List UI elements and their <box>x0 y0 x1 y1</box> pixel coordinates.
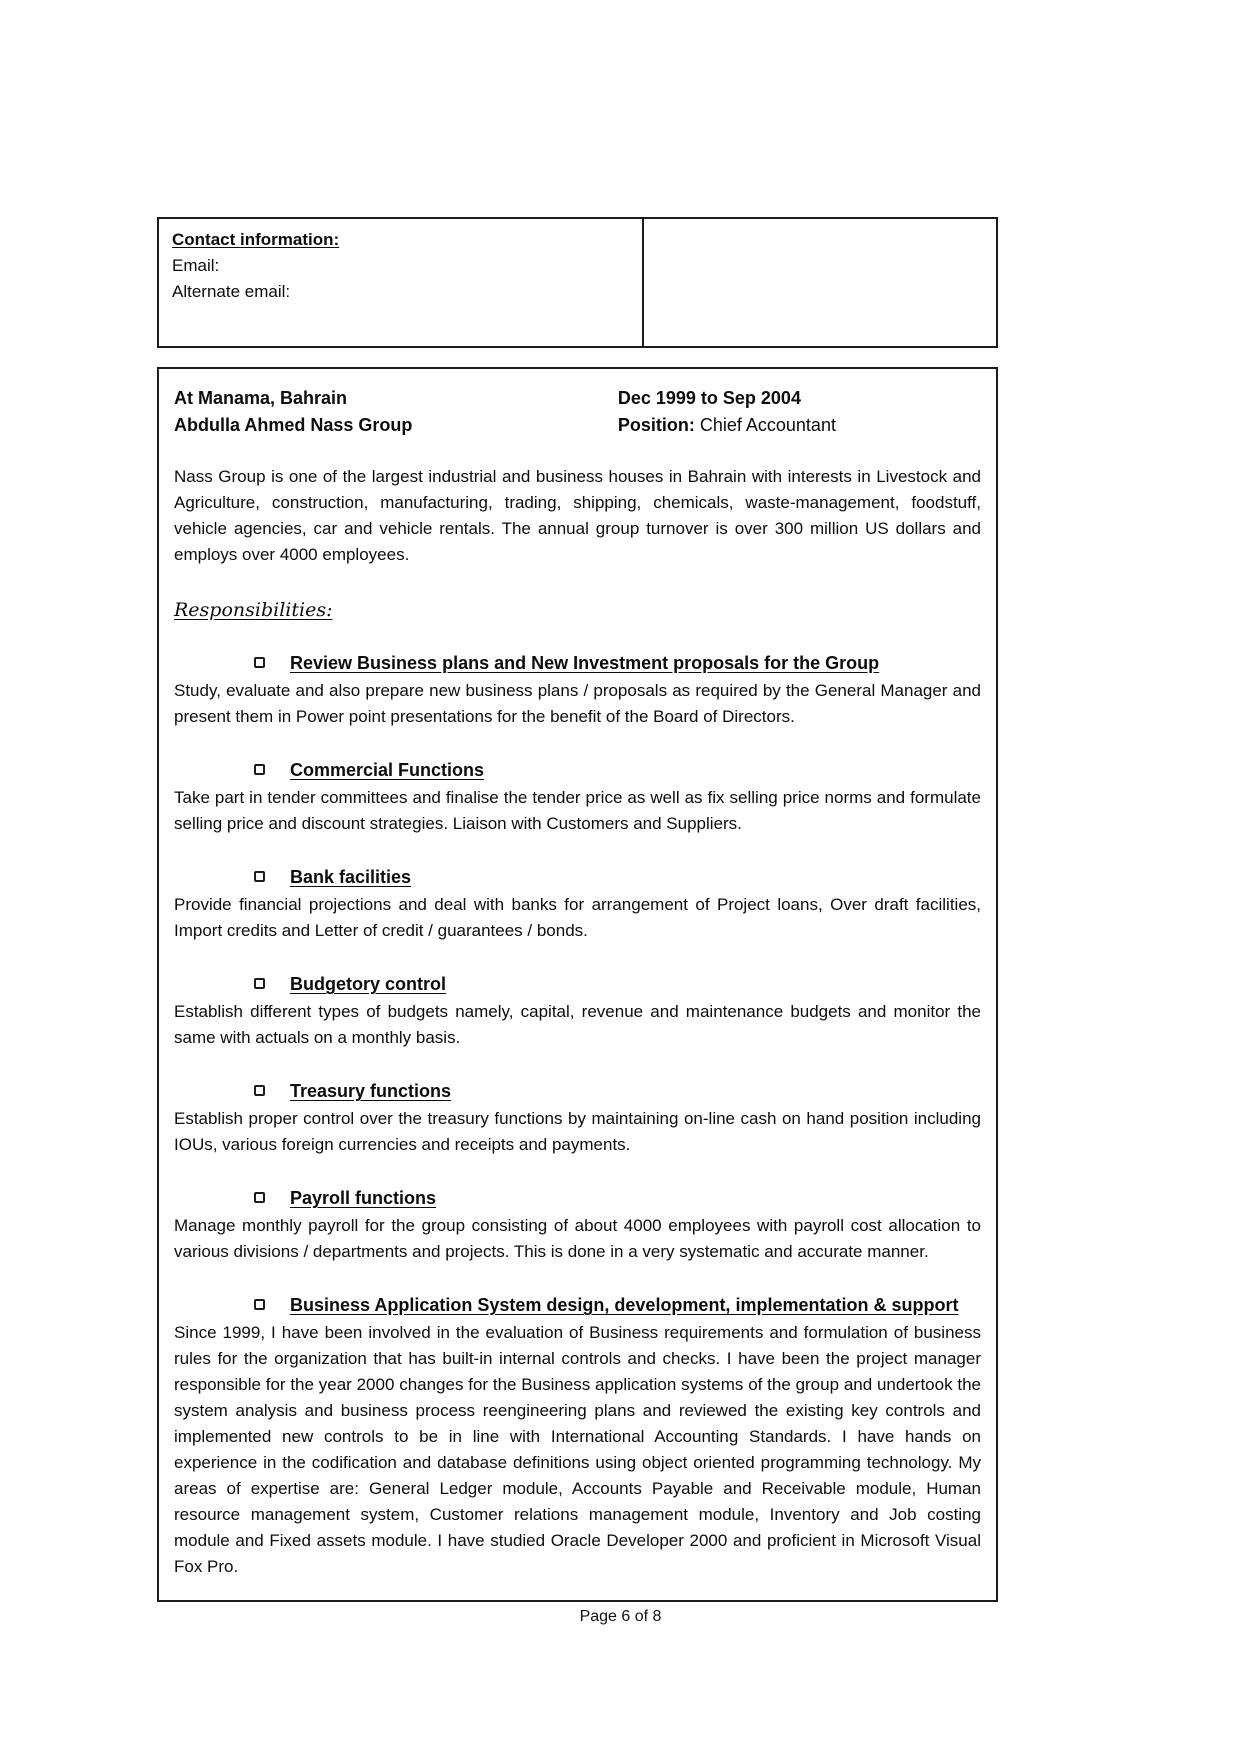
job-header <box>174 385 981 439</box>
responsibility-section <box>174 757 981 837</box>
section-heading-row <box>254 757 981 784</box>
section-body: Manage monthly payroll for the group consisting of about 4000 employees with payroll cost allocation to various divisions / departments and projects. This is done in a very systematic and accurate manner. <box>174 1216 981 1261</box>
contact-info-cell <box>159 219 644 346</box>
responsibility-section <box>174 864 981 944</box>
section-heading: Budgetory control <box>290 974 446 994</box>
section-heading: Bank facilities <box>290 867 412 887</box>
square-bullet-icon <box>254 978 265 989</box>
job-company: Abdulla Ahmed Nass Group <box>174 415 413 435</box>
section-heading-row <box>254 1078 981 1105</box>
section-body: Since 1999, I have been involved in the evaluation of Business requirements and formulation of business rules for the organization that has built-in internal controls and checks. I have been the project manager responsible for the year 2000 changes for the Business application systems of the group and undertook the system analysis and business process reengineering plans and reviewed the existing key controls and implemented new controls to be in line with International Accounting Standards. I have hands on experience in the codification and database definitions using object oriented programming technology. My areas of expertise are: General Ledger module, Accounts Payable and Receivable module, Human resource management system, Customer relations management module, Inventory and Job costing module and Fixed assets module. I have studied Oracle Developer 2000 and proficient in Microsoft Visual Fox Pro. <box>174 1323 981 1576</box>
section-heading-row <box>254 971 981 998</box>
alternate-email-label: Alternate email: <box>172 282 291 301</box>
square-bullet-icon <box>254 764 265 775</box>
section-body: Study, evaluate and also prepare new business plans / proposals as required by the General Manager and present them in Power point presentations for the benefit of the Board of Directors. <box>174 681 981 726</box>
section-heading-row <box>254 864 981 891</box>
section-body: Take part in tender committees and finalise the tender price as well as fix selling price norms and formulate selling price and discount strategies. Liaison with Customers and Suppliers. <box>174 788 981 833</box>
square-bullet-icon <box>254 657 265 668</box>
page-number: Page 6 of 8 <box>579 1608 662 1625</box>
responsibility-section <box>174 1185 981 1265</box>
contact-empty-cell <box>644 219 996 346</box>
email-label: Email: <box>172 256 220 275</box>
section-heading: Business Application System design, development, implementation & support <box>290 1295 959 1315</box>
job-period: Dec 1999 to Sep 2004 <box>617 388 801 408</box>
responsibility-section <box>174 971 981 1051</box>
section-body: Provide financial projections and deal with banks for arrangement of Project loans, Over draft facilities, Import credits and Letter of credit / guarantees / bonds. <box>174 895 981 940</box>
job-header-right <box>618 385 981 439</box>
square-bullet-icon <box>254 1299 265 1310</box>
job-location: At Manama, Bahrain <box>174 388 348 408</box>
company-summary: Nass Group is one of the largest industrial and business houses in Bahrain with interests in Livestock and Agriculture, construction, manufacturing, trading, shipping, chemicals, waste-management, foodstuff, vehicle agencies, car and vehicle rentals. The annual group turnover is over 300 million US dollars and employs over 4000 employees. <box>174 467 981 564</box>
section-heading: Commercial Functions <box>290 760 485 780</box>
responsibilities-heading: Responsibilities: <box>174 599 333 621</box>
responsibility-section <box>174 1292 981 1580</box>
section-body: Establish proper control over the treasury functions by maintaining on-line cash on hand position including IOUs, various foreign currencies and receipts and payments. <box>174 1109 981 1154</box>
job-header-left <box>174 385 618 439</box>
contact-info-title: Contact information: <box>172 230 340 249</box>
section-heading-row <box>254 1292 981 1319</box>
section-heading: Payroll functions <box>290 1188 437 1208</box>
position-value: Chief Accountant <box>699 415 836 435</box>
position-label: Position: <box>617 415 695 435</box>
square-bullet-icon <box>254 1085 265 1096</box>
square-bullet-icon <box>254 1192 265 1203</box>
job-position-line <box>618 412 981 439</box>
section-heading: Treasury functions <box>290 1081 452 1101</box>
section-heading-row <box>254 1185 981 1212</box>
section-body: Establish different types of budgets namely, capital, revenue and maintenance budgets and monitor the same with actuals on a monthly basis. <box>174 1002 981 1047</box>
responsibility-section <box>174 650 981 730</box>
section-heading: Review Business plans and New Investment proposals for the Group <box>290 653 880 673</box>
contact-info-box <box>157 217 998 348</box>
square-bullet-icon <box>254 871 265 882</box>
section-heading-row <box>254 650 981 677</box>
responsibility-section <box>174 1078 981 1158</box>
job-history-box <box>157 367 998 1602</box>
